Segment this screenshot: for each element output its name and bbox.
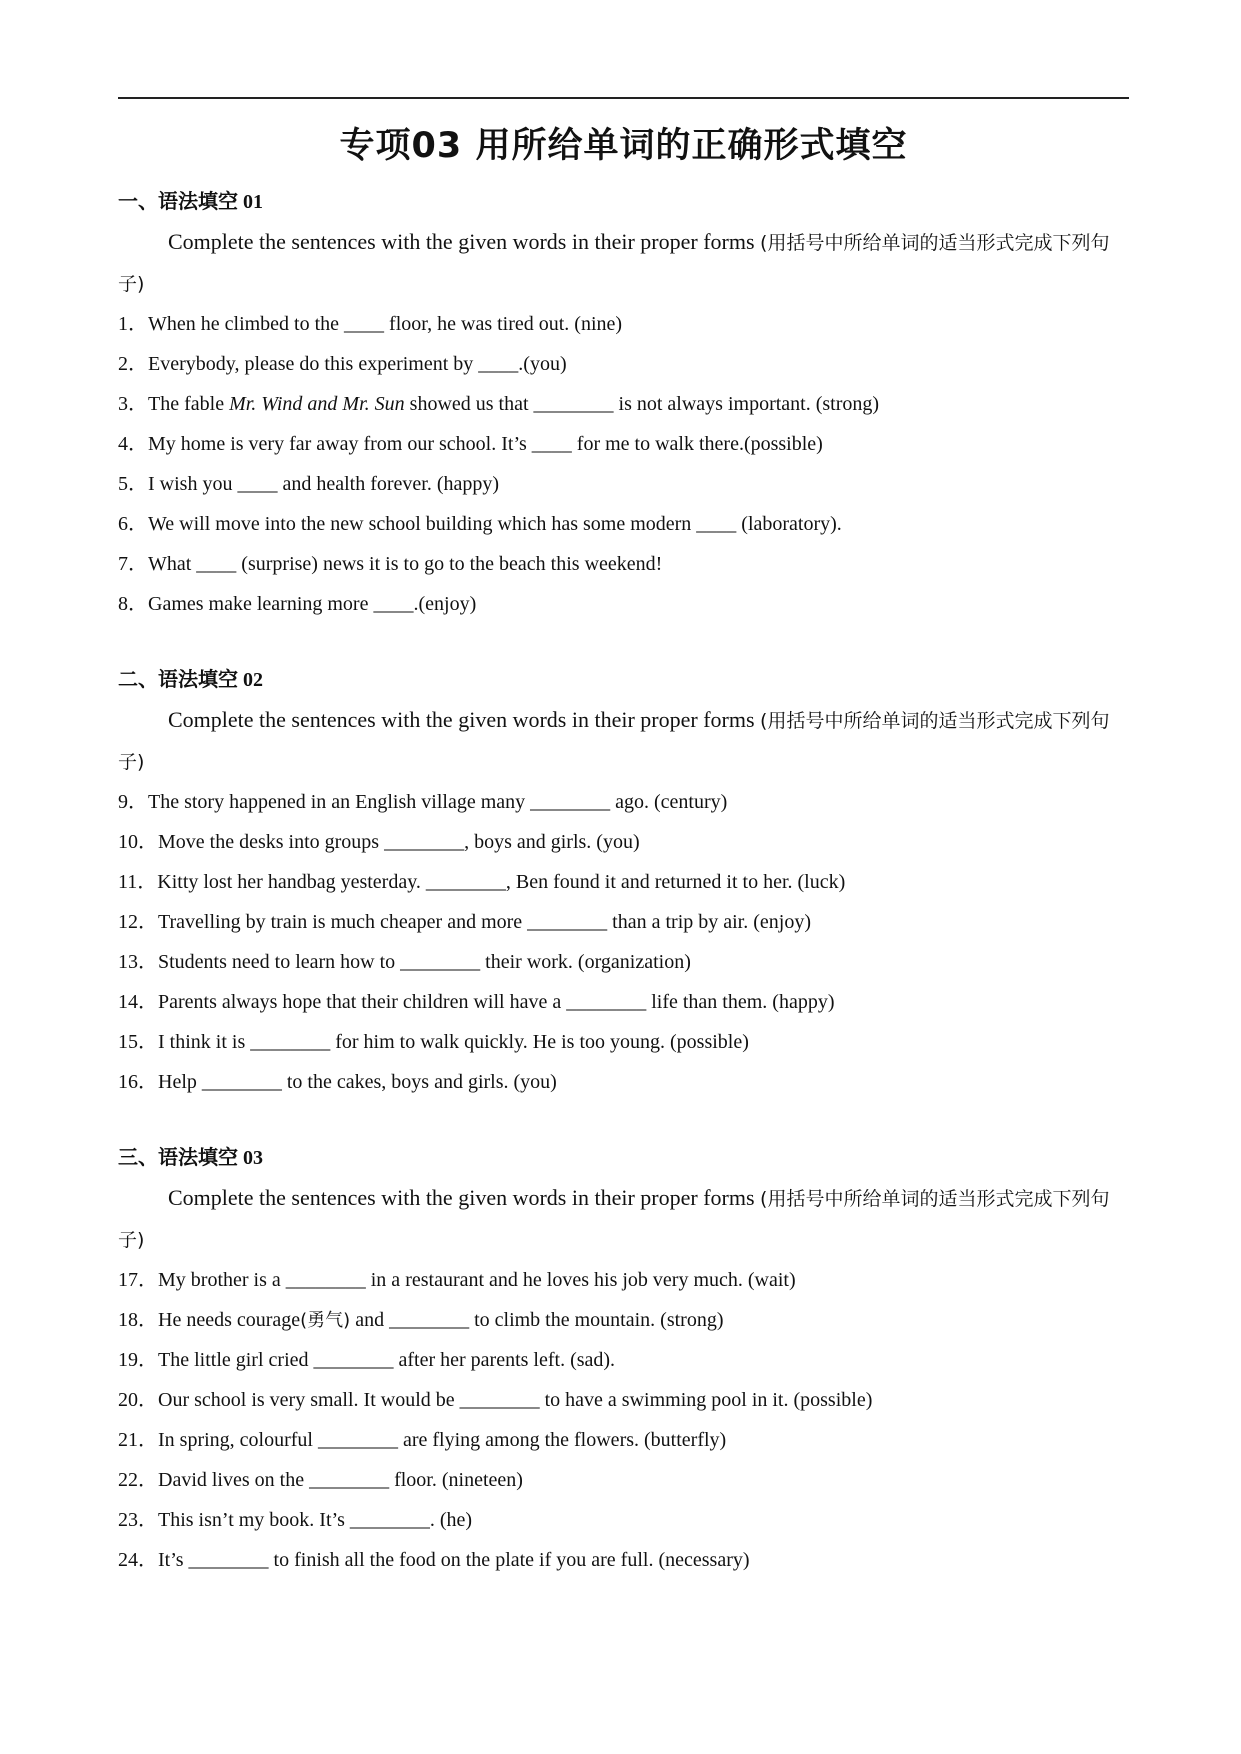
instruction-cn: (用括号中所给单词的适当形式完成下列句子) <box>118 710 1110 773</box>
question-item <box>118 1380 1129 1420</box>
question-text-pre: The fable <box>148 393 230 415</box>
question-number: 20． <box>118 1389 158 1411</box>
question-item <box>118 782 1129 822</box>
question-text: Games make learning more ____.(enjoy) <box>148 593 477 615</box>
question-item <box>118 1500 1129 1540</box>
question-number: 5． <box>118 473 148 495</box>
question-number: 16． <box>118 1071 158 1093</box>
fable-title: Mr. Wind and Mr. Sun <box>229 393 405 415</box>
section-2 <box>118 664 1129 1102</box>
question-number: 17． <box>118 1269 158 1291</box>
question-text: We will move into the new school building which has some modern ____ (laboratory). <box>148 513 842 535</box>
section-heading: 一、语法填空 01 <box>118 191 263 213</box>
question-item <box>118 822 1129 862</box>
question-text: This isn’t my book. It’s ________. (he) <box>158 1509 473 1531</box>
question-item <box>118 1460 1129 1500</box>
question-text: Students need to learn how to ________ their work. (organization) <box>158 951 691 973</box>
question-number: 24． <box>118 1549 158 1571</box>
question-text: I wish you ____ and health forever. (happy) <box>148 473 500 495</box>
question-number: 2． <box>118 353 148 375</box>
question-number: 3． <box>118 393 148 415</box>
question-text: The little girl cried ________ after her parents left. (sad). <box>158 1349 616 1371</box>
question-item <box>118 384 1129 424</box>
question-text: Kitty lost her handbag yesterday. ________, Ben found it and returned it to her. (luck) <box>157 871 846 893</box>
question-text: David lives on the ________ floor. (nineteen) <box>158 1469 523 1491</box>
question-text-pre: He needs courage <box>158 1309 301 1331</box>
question-item <box>118 902 1129 942</box>
question-number: 21． <box>118 1429 158 1451</box>
section-1 <box>118 186 1129 624</box>
question-number: 19． <box>118 1349 158 1371</box>
question-item <box>118 504 1129 544</box>
question-item <box>118 464 1129 504</box>
question-number: 13． <box>118 951 158 973</box>
question-item <box>118 1540 1129 1580</box>
question-text: Travelling by train is much cheaper and more ________ than a trip by air. (enjoy) <box>158 911 811 933</box>
question-text: My brother is a ________ in a restaurant and he loves his job very much. (wait) <box>158 1269 796 1291</box>
question-item <box>118 544 1129 584</box>
question-item <box>118 982 1129 1022</box>
question-text: I think it is ________ for him to walk quickly. He is too young. (possible) <box>158 1031 749 1053</box>
question-text: It’s ________ to finish all the food on the plate if you are full. (necessary) <box>158 1549 750 1571</box>
question-number: 1． <box>118 313 148 335</box>
question-number: 14． <box>118 991 158 1013</box>
question-item <box>118 304 1129 344</box>
question-item <box>118 1022 1129 1062</box>
question-text: Our school is very small. It would be ________ to have a swimming pool in it. (possible) <box>158 1389 873 1411</box>
instruction-en: Complete the sentences with the given words in their proper forms <box>168 707 755 732</box>
question-number: 9． <box>118 791 148 813</box>
question-item <box>118 344 1129 384</box>
question-text: Help ________ to the cakes, boys and girls. (you) <box>158 1071 557 1093</box>
question-number: 8． <box>118 593 148 615</box>
question-item <box>118 424 1129 464</box>
section-heading: 二、语法填空 02 <box>118 669 263 691</box>
instruction-en: Complete the sentences with the given words in their proper forms <box>168 1185 755 1210</box>
section-3 <box>118 1142 1129 1580</box>
question-item <box>118 584 1129 624</box>
question-number: 10． <box>118 831 158 853</box>
question-number: 4． <box>118 433 148 455</box>
question-text-post: showed us that ________ is not always important. (strong) <box>404 393 880 415</box>
question-number: 7． <box>118 553 148 575</box>
question-number: 18． <box>118 1309 158 1331</box>
question-item <box>118 1420 1129 1460</box>
question-text: In spring, colourful ________ are flying among the flowers. (butterfly) <box>158 1429 727 1451</box>
section-instruction <box>118 222 1129 304</box>
instruction-cn: (用括号中所给单词的适当形式完成下列句子) <box>118 232 1110 295</box>
question-item <box>118 1260 1129 1300</box>
page-title: 专项03 用所给单词的正确形式填空 <box>339 126 908 166</box>
question-number: 23． <box>118 1509 158 1531</box>
question-item <box>118 1062 1129 1102</box>
question-text: Everybody, please do this experiment by ____.(you) <box>148 353 567 375</box>
section-instruction <box>118 700 1129 782</box>
instruction-en: Complete the sentences with the given words in their proper forms <box>168 229 755 254</box>
question-text: When he climbed to the ____ floor, he was tired out. (nine) <box>148 313 623 335</box>
section-heading: 三、语法填空 03 <box>118 1147 263 1169</box>
question-text-post: and ________ to climb the mountain. (strong) <box>350 1309 724 1331</box>
question-item <box>118 1340 1129 1380</box>
question-item <box>118 942 1129 982</box>
question-item <box>118 862 1129 902</box>
instruction-cn: (用括号中所给单词的适当形式完成下列句子) <box>118 1188 1110 1251</box>
question-text-cn: (勇气) <box>300 1310 351 1331</box>
question-item <box>118 1300 1129 1340</box>
question-text: Parents always hope that their children will have a ________ life than them. (happy) <box>158 991 835 1013</box>
question-text: The story happened in an English village many ________ ago. (century) <box>148 791 728 813</box>
question-number: 15． <box>118 1031 158 1053</box>
section-instruction <box>118 1178 1129 1260</box>
question-number: 6． <box>118 513 148 535</box>
question-text: Move the desks into groups ________, boys and girls. (you) <box>158 831 640 853</box>
question-number: 12． <box>118 911 158 933</box>
question-number: 11． <box>118 871 158 893</box>
question-number: 22． <box>118 1469 158 1491</box>
question-text: What ____ (surprise) news it is to go to the beach this weekend! <box>148 553 663 575</box>
header-rule <box>118 97 1129 99</box>
question-text: My home is very far away from our school. It’s ____ for me to walk there.(possible) <box>148 433 823 455</box>
